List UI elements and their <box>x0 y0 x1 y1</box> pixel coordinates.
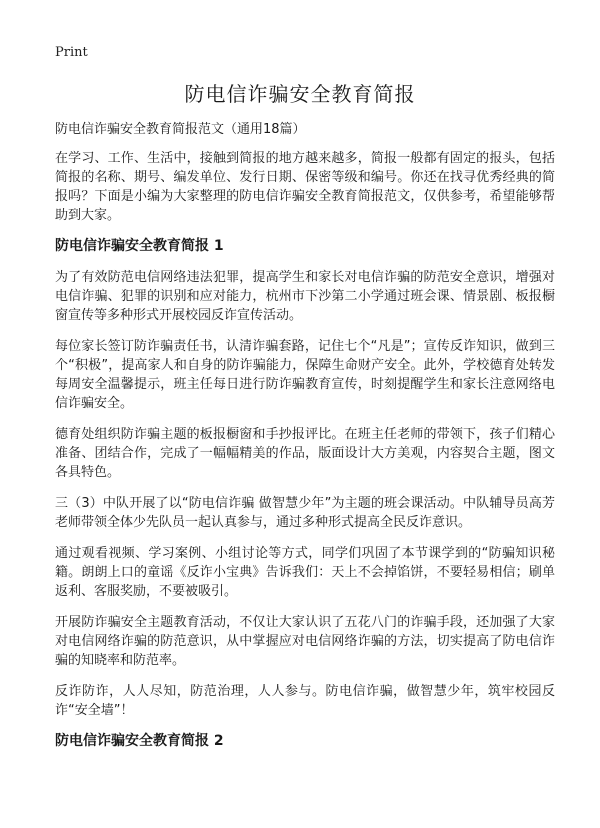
section-1-paragraph: 德育处组织防诈骗主题的板报橱窗和手抄报评比。在班主任老师的带领下，孩子们精心准备、团结合作，完成了一幅幅精美的作品，版面设计大方美观，内容契合主题，图文各具特色。 <box>55 427 555 480</box>
section-heading-1: 防电信诈骗安全教育简报 1 <box>55 238 224 254</box>
article-body <box>55 120 555 763</box>
print-link[interactable]: Print <box>55 45 88 60</box>
section-1-paragraph: 开展防诈骗安全主题教育活动，不仅让大家认识了五花八门的诈骗手段，还加强了大家对电信网络诈骗的防范意识，从中掌握应对电信网络诈骗的方法，切实提高了防电信诈骗的知晓率和防范率。 <box>55 615 555 668</box>
intro-paragraph: 在学习、工作、生活中，接触到简报的地方越来越多，简报一般都有固定的报头，包括简报的名称、期号、编发单位、发行日期、保密等级和编号。你还在找寻优秀经典的简报吗？下面是小编为大家整理的防电信诈骗安全教育简报范文，仅供参考，希望能够帮助到大家。 <box>55 151 555 223</box>
section-1-paragraph: 为了有效防范电信网络违法犯罪，提高学生和家长对电信诈骗的防范安全意识，增强对电信诈骗、犯罪的识别和应对能力，杭州市下沙第二小学通过班会课、情景剧、板报橱窗宣传等多种形式开展校园反诈宣传活动。 <box>55 270 555 323</box>
section-1-paragraph: 通过观看视频、学习案例、小组讨论等方式，同学们巩固了本节课学到的“防骗知识秘籍。朗朗上口的童谣《反诈小宝典》告诉我们：天上不会掉馅饼，不要轻易相信；刷单返利、客服奖励，不要被吸引。 <box>55 546 555 599</box>
section-heading-2: 防电信诈骗安全教育简报 2 <box>55 733 224 749</box>
section-1-paragraph: 三（3）中队开展了以“防电信诈骗 做智慧少年”为主题的班会课活动。中队辅导员高芳老师带领全体少先队员一起认真参与，通过多种形式提高全民反诈意识。 <box>55 496 555 530</box>
article-subtitle: 防电信诈骗安全教育简报范文（通用18篇） <box>55 122 306 137</box>
section-1-paragraph: 反诈防诈，人人尽知，防范治理，人人参与。防电信诈骗，做智慧少年，筑牢校园反诈“安全墙”！ <box>55 684 555 718</box>
section-1-paragraph: 每位家长签订防诈骗责任书，认清诈骗套路，记住七个“凡是”；宣传反诈知识，做到三个“积极”，提高家人和自身的防诈骗能力，保障生命财产安全。此外，学校德育处转发每周安全温馨提示，班主任每日进行防诈骗教育宣传，时刻提醒学生和家长注意网络电信诈骗安全。 <box>55 339 555 411</box>
page-title: 防电信诈骗安全教育简报 <box>184 82 416 106</box>
